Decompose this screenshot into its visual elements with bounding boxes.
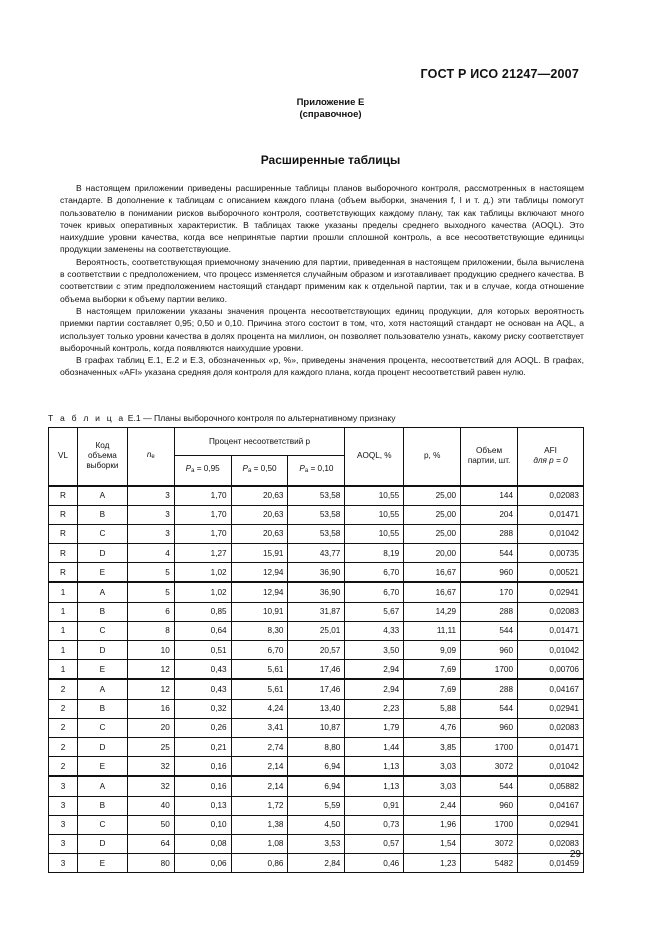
table-row: [49, 679, 584, 699]
table-cell: D: [77, 737, 127, 756]
table-cell: 6,94: [288, 757, 345, 777]
table-cell: 0,01459: [518, 854, 584, 873]
table-cell: 1,70: [174, 524, 231, 543]
table-cell: 14,29: [404, 602, 461, 621]
table-cell: 544: [461, 699, 518, 718]
table-cell: 0,00735: [518, 544, 584, 563]
table-row: [49, 505, 584, 524]
table-cell: 2,94: [345, 660, 404, 680]
table-cell: R: [49, 563, 78, 583]
table-cell: 0,43: [174, 679, 231, 699]
table-cell: 8: [127, 621, 174, 640]
table-caption-text: E.1 — Планы выборочного контроля по альтернативному признаку: [125, 413, 396, 423]
table-cell: 2: [49, 757, 78, 777]
table-cell: 53,58: [288, 505, 345, 524]
table-cell: 204: [461, 505, 518, 524]
table-cell: 10,55: [345, 486, 404, 506]
table-cell: 12,94: [231, 563, 288, 583]
table-cell: 10,55: [345, 505, 404, 524]
table-cell: 32: [127, 776, 174, 796]
table-cell: 3,53: [288, 834, 345, 853]
table-cell: R: [49, 486, 78, 506]
header-pa-010: Pa = 0,10: [288, 456, 345, 486]
table-cell: 1,13: [345, 757, 404, 777]
table-cell: 0,01471: [518, 621, 584, 640]
header-vl: VL: [49, 428, 78, 486]
table-cell: R: [49, 505, 78, 524]
table-cell: 3: [49, 776, 78, 796]
table-row: [49, 660, 584, 680]
table-cell: 9,09: [404, 641, 461, 660]
header-pa-095: Pa = 0,95: [174, 456, 231, 486]
table-cell: 0,06: [174, 854, 231, 873]
table-row: [49, 486, 584, 506]
table-cell: 3072: [461, 834, 518, 853]
table-cell: 43,77: [288, 544, 345, 563]
table-cell: 4,33: [345, 621, 404, 640]
table-cell: R: [49, 544, 78, 563]
table-cell: 20,00: [404, 544, 461, 563]
table-row: [49, 737, 584, 756]
table-cell: 960: [461, 563, 518, 583]
sampling-plans-table: [48, 427, 584, 873]
table-cell: A: [77, 486, 127, 506]
table-cell: 16,67: [404, 582, 461, 602]
table-row: [49, 699, 584, 718]
header-p-percent: p, %: [404, 428, 461, 486]
table-cell: 0,26: [174, 718, 231, 737]
appendix-heading: [0, 97, 661, 121]
table-row: [49, 796, 584, 815]
table-cell: 3: [127, 486, 174, 506]
table-cell: 544: [461, 621, 518, 640]
table-cell: R: [49, 524, 78, 543]
table-cell: 1: [49, 582, 78, 602]
table-cell: 7,69: [404, 679, 461, 699]
header-percent-group: Процент несоответствий p: [174, 428, 345, 456]
table-cell: 1,08: [231, 834, 288, 853]
table-cell: 5,61: [231, 660, 288, 680]
table-cell: 50: [127, 815, 174, 834]
table-cell: 4,76: [404, 718, 461, 737]
table-cell: 4,24: [231, 699, 288, 718]
header-pa-050: Pa = 0,50: [231, 456, 288, 486]
table-cell: 3: [127, 505, 174, 524]
table-cell: 0,73: [345, 815, 404, 834]
table-cell: 3072: [461, 757, 518, 777]
table-cell: 0,13: [174, 796, 231, 815]
table-cell: 1,02: [174, 563, 231, 583]
table-cell: 40: [127, 796, 174, 815]
table-cell: 2: [49, 718, 78, 737]
table-cell: 1,72: [231, 796, 288, 815]
table-cell: 4: [127, 544, 174, 563]
table-cell: 3: [49, 815, 78, 834]
table-cell: 12: [127, 679, 174, 699]
table-cell: 0,08: [174, 834, 231, 853]
table-cell: 25,00: [404, 486, 461, 506]
table-cell: 2,14: [231, 776, 288, 796]
table-row: [49, 621, 584, 640]
table-row: [49, 854, 584, 873]
table-cell: D: [77, 641, 127, 660]
table-cell: 20,63: [231, 486, 288, 506]
body-text: [60, 182, 584, 379]
table-caption: [48, 413, 396, 423]
document-standard-header: ГОСТ Р ИСО 21247—2007: [420, 67, 579, 81]
table-cell: 960: [461, 718, 518, 737]
table-cell: 5: [127, 563, 174, 583]
table-cell: 3: [49, 796, 78, 815]
table-cell: 25,00: [404, 524, 461, 543]
table-cell: 3,03: [404, 776, 461, 796]
table-cell: 2,23: [345, 699, 404, 718]
table-cell: A: [77, 582, 127, 602]
table-cell: B: [77, 699, 127, 718]
table-cell: 0,01042: [518, 524, 584, 543]
table-cell: 4,50: [288, 815, 345, 834]
table-row: [49, 641, 584, 660]
paragraph-2: Вероятность, соответствующая приемочному значению для партии, приведенная в настоящем приложении, была вычислена в соответствии с предположением, что процесс изменяется случайным образом и изготавливает продукцию среднего качества. В соответствии с этим предположением настоящий стандарт применим как к отдельной партии, так и в случае, когда отношение объема выборки к объему партии велико.: [60, 256, 584, 304]
table-cell: 1,79: [345, 718, 404, 737]
table-cell: 1: [49, 660, 78, 680]
table-cell: 0,05882: [518, 776, 584, 796]
table-cell: 3,03: [404, 757, 461, 777]
table-cell: 0,02083: [518, 486, 584, 506]
page-number: 29: [569, 849, 581, 860]
table-cell: 288: [461, 524, 518, 543]
table-cell: 2: [49, 737, 78, 756]
paragraph-4: В графах таблиц E.1, E.2 и E.3, обозначенных «p, %», приведены значения процента, несоответствий для AOQL. В графах, обозначенных «AFI» указана средняя доля контроля для каждого плана, когда процент несоответствий равен нулю.: [60, 355, 584, 378]
table-cell: 1,54: [404, 834, 461, 853]
table-cell: B: [77, 602, 127, 621]
table-cell: 1: [49, 602, 78, 621]
table-cell: 1700: [461, 815, 518, 834]
table-cell: 0,02941: [518, 815, 584, 834]
table-row: [49, 776, 584, 796]
table-cell: 0,01042: [518, 641, 584, 660]
table-cell: 80: [127, 854, 174, 873]
table-cell: 15,91: [231, 544, 288, 563]
table-cell: 288: [461, 679, 518, 699]
table-cell: 13,40: [288, 699, 345, 718]
table-cell: 36,90: [288, 582, 345, 602]
table-cell: 64: [127, 834, 174, 853]
table-cell: 144: [461, 486, 518, 506]
table-cell: 1,70: [174, 486, 231, 506]
table-cell: 0,02941: [518, 582, 584, 602]
table-cell: 20,57: [288, 641, 345, 660]
table-cell: 1,70: [174, 505, 231, 524]
table-cell: 1: [49, 641, 78, 660]
table-cell: 0,46: [345, 854, 404, 873]
table-row: [49, 757, 584, 777]
table-cell: A: [77, 679, 127, 699]
table-cell: 3: [49, 834, 78, 853]
table-cell: 12,94: [231, 582, 288, 602]
table-cell: 6,70: [345, 582, 404, 602]
table-cell: 960: [461, 641, 518, 660]
table-cell: 53,58: [288, 524, 345, 543]
paragraph-3: В настоящем приложении указаны значения процента несоответствующих единиц продукции, для которых вероятность приемки партии составляет 0,95; 0,50 и 0,10. Причина этого состоит в том, что, хотя настоящий стандарт не основан на AQL, а использует только уровни качества в долях процента на миллион, он позволяет пользователю узнать, какому риску соответствует выборочный контроль, когда появляются наихудшие уровни.: [60, 305, 584, 353]
table-cell: 5,59: [288, 796, 345, 815]
table-cell: 0,16: [174, 757, 231, 777]
table-cell: 170: [461, 582, 518, 602]
table-cell: 1,23: [404, 854, 461, 873]
header-aoql: AOQL, %: [345, 428, 404, 486]
table-cell: 31,87: [288, 602, 345, 621]
paragraph-1: В настоящем приложении приведены расширенные таблицы планов выборочного контроля, рассмотренных в настоящем стандарте. В дополнение к таблицам с описанием каждого плана (объем выборки, значения f, l и т. д.) эти таблицы помогут пользователю в понимании рисков выборочного контроля, соответствующих каждому плану, так как таблицы включают много точек кривых оперативных характеристик. В таблицах также указаны пределы среднего выходного качества (AOQL). Это наихудшие уровни качества, когда все непринятые партии прошли сплошной контроль, а все несоответствующие единицы продукции заменены на соответствующие.: [60, 183, 584, 255]
table-cell: 3,85: [404, 737, 461, 756]
appendix-title: Приложение E: [296, 97, 365, 108]
table-cell: 544: [461, 776, 518, 796]
table-cell: 1: [49, 621, 78, 640]
table-cell: 3,50: [345, 641, 404, 660]
header-lot-size: Объем партии, шт.: [461, 428, 518, 486]
table-body: [49, 486, 584, 873]
table-row: [49, 524, 584, 543]
table-cell: 1,13: [345, 776, 404, 796]
table-cell: 16: [127, 699, 174, 718]
table-cell: C: [77, 718, 127, 737]
table-cell: 5,88: [404, 699, 461, 718]
table-cell: 0,16: [174, 776, 231, 796]
table-caption-prefix: Т а б л и ц а: [48, 413, 126, 423]
table-cell: 0,02083: [518, 718, 584, 737]
table-row: [49, 582, 584, 602]
table-cell: 0,02083: [518, 602, 584, 621]
table-row: [49, 544, 584, 563]
table-cell: 1,02: [174, 582, 231, 602]
table-cell: 53,58: [288, 486, 345, 506]
table-cell: C: [77, 524, 127, 543]
table-cell: 12: [127, 660, 174, 680]
table-cell: 1700: [461, 737, 518, 756]
table-cell: 5482: [461, 854, 518, 873]
table-cell: 36,90: [288, 563, 345, 583]
table-cell: 17,46: [288, 660, 345, 680]
appendix-subtitle: (справочное): [299, 109, 362, 120]
table-cell: 0,00521: [518, 563, 584, 583]
table-cell: 5: [127, 582, 174, 602]
table-row: [49, 834, 584, 853]
table-cell: 0,01042: [518, 757, 584, 777]
table-cell: 2: [49, 699, 78, 718]
table-cell: 6: [127, 602, 174, 621]
table-cell: 288: [461, 602, 518, 621]
table-cell: E: [77, 757, 127, 777]
table-cell: 0,21: [174, 737, 231, 756]
table-cell: 2,14: [231, 757, 288, 777]
table-cell: 25,01: [288, 621, 345, 640]
table-cell: B: [77, 796, 127, 815]
table-cell: 0,02941: [518, 699, 584, 718]
table-cell: 6,94: [288, 776, 345, 796]
table-cell: B: [77, 505, 127, 524]
table-cell: 10: [127, 641, 174, 660]
table-cell: 0,01471: [518, 737, 584, 756]
table-cell: 0,86: [231, 854, 288, 873]
table-cell: 7,69: [404, 660, 461, 680]
table-cell: 32: [127, 757, 174, 777]
table-cell: 0,57: [345, 834, 404, 853]
table-cell: 0,10: [174, 815, 231, 834]
table-cell: 3: [49, 854, 78, 873]
table-cell: D: [77, 834, 127, 853]
table-cell: 0,85: [174, 602, 231, 621]
table-cell: 2,74: [231, 737, 288, 756]
table-cell: 3: [127, 524, 174, 543]
table-cell: 0,64: [174, 621, 231, 640]
table-cell: 11,11: [404, 621, 461, 640]
table-cell: A: [77, 776, 127, 796]
table-cell: 20: [127, 718, 174, 737]
table-cell: 1700: [461, 660, 518, 680]
table-cell: E: [77, 563, 127, 583]
table-cell: 8,19: [345, 544, 404, 563]
table-cell: E: [77, 660, 127, 680]
table-cell: 544: [461, 544, 518, 563]
table-cell: 0,04167: [518, 679, 584, 699]
table-cell: C: [77, 621, 127, 640]
table-cell: 8,80: [288, 737, 345, 756]
table-cell: 0,43: [174, 660, 231, 680]
table-row: [49, 815, 584, 834]
table-cell: 2: [49, 679, 78, 699]
table-row: [49, 602, 584, 621]
section-title: Расширенные таблицы: [260, 153, 401, 167]
table-row: [49, 563, 584, 583]
table-cell: 6,70: [345, 563, 404, 583]
table-cell: 10,55: [345, 524, 404, 543]
table-cell: E: [77, 854, 127, 873]
table-cell: 0,02083: [518, 834, 584, 853]
table-cell: 20,63: [231, 505, 288, 524]
table-cell: 1,96: [404, 815, 461, 834]
table-cell: 2,94: [345, 679, 404, 699]
table-cell: 1,27: [174, 544, 231, 563]
table-cell: 2,44: [404, 796, 461, 815]
table-cell: 10,87: [288, 718, 345, 737]
table-cell: 0,01471: [518, 505, 584, 524]
table-cell: 0,04167: [518, 796, 584, 815]
table-cell: 10,91: [231, 602, 288, 621]
table-cell: 2,84: [288, 854, 345, 873]
table-row: [49, 718, 584, 737]
header-code: Код объема выборки: [77, 428, 127, 486]
table-cell: 0,32: [174, 699, 231, 718]
table-cell: 3,41: [231, 718, 288, 737]
table-cell: C: [77, 815, 127, 834]
table-cell: D: [77, 544, 127, 563]
header-afi: AFI для p = 0: [518, 428, 584, 486]
table-cell: 5,61: [231, 679, 288, 699]
table-cell: 0,91: [345, 796, 404, 815]
table-cell: 8,30: [231, 621, 288, 640]
table-cell: 0,00706: [518, 660, 584, 680]
table-cell: 17,46: [288, 679, 345, 699]
header-sample-size: ne: [127, 428, 174, 486]
table-cell: 5,67: [345, 602, 404, 621]
table-cell: 1,44: [345, 737, 404, 756]
table-cell: 20,63: [231, 524, 288, 543]
table-cell: 960: [461, 796, 518, 815]
table-cell: 25: [127, 737, 174, 756]
table-cell: 25,00: [404, 505, 461, 524]
table-cell: 1,38: [231, 815, 288, 834]
table-cell: 6,70: [231, 641, 288, 660]
table-cell: 16,67: [404, 563, 461, 583]
table-cell: 0,51: [174, 641, 231, 660]
